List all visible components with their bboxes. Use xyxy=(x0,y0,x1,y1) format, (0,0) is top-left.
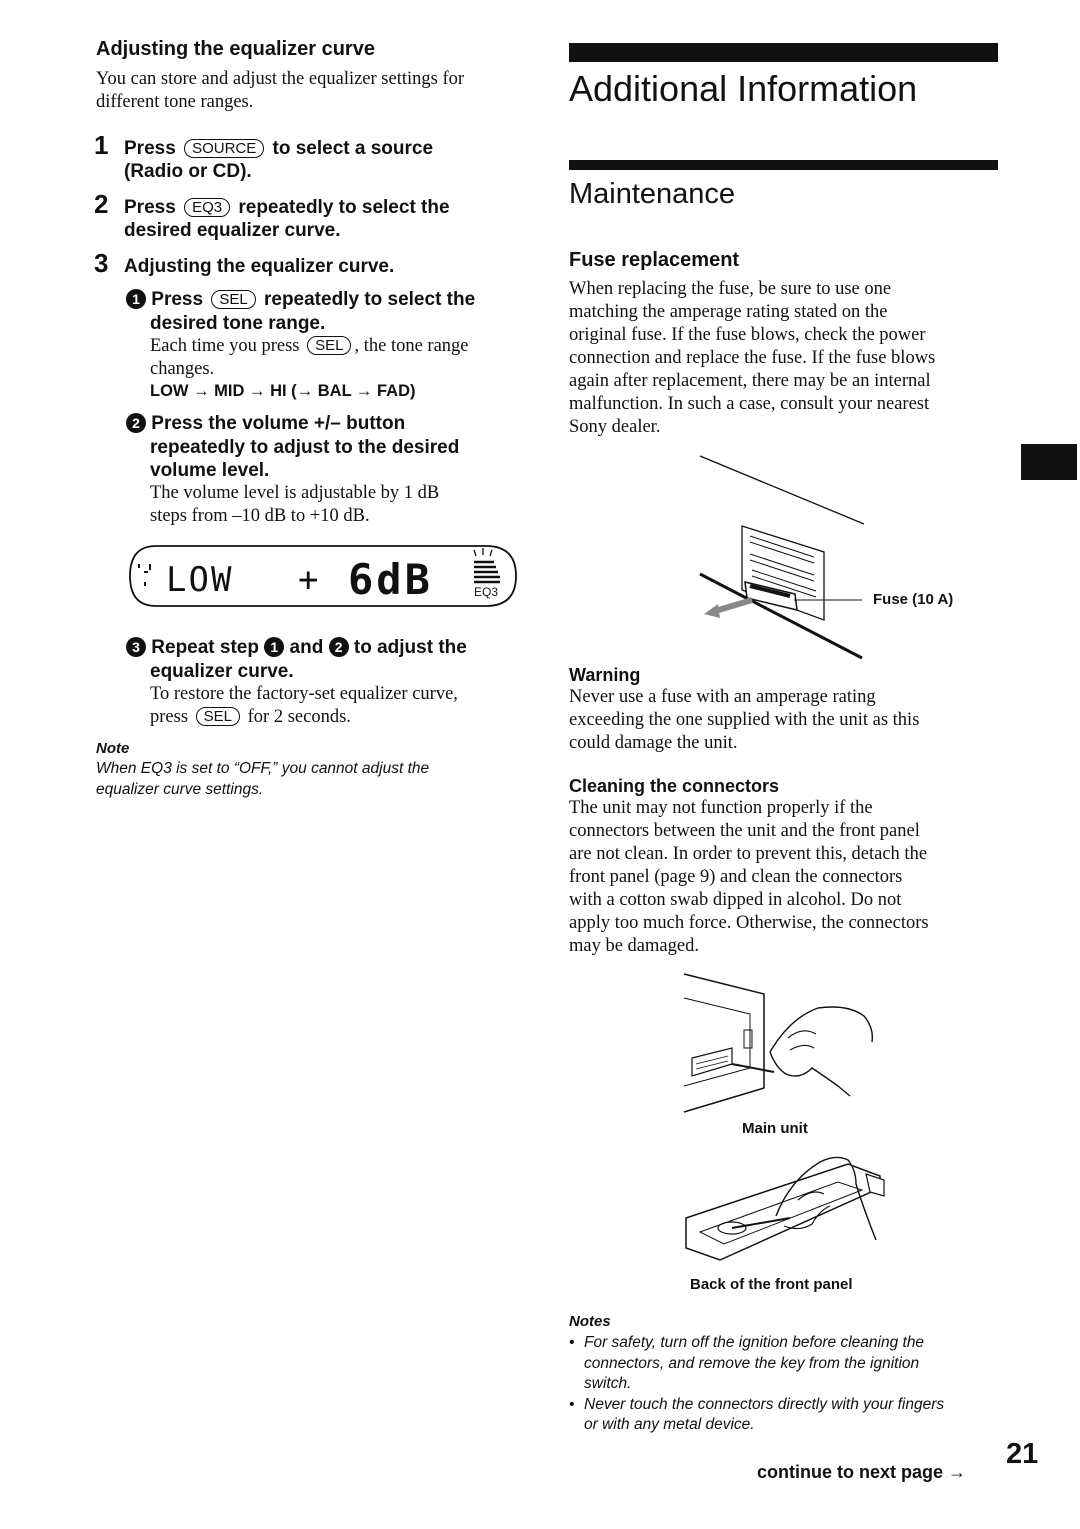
note-line-1: When EQ3 is set to “OFF,” you cannot adjust the xyxy=(96,760,430,777)
substep-2-line3: volume level. xyxy=(150,460,270,481)
step-text: and xyxy=(289,637,324,658)
text-line: or with any metal device. xyxy=(584,1416,755,1433)
front-panel-label: Back of the front panel xyxy=(690,1276,853,1293)
list-item xyxy=(569,1395,1009,1436)
step-number: 2 xyxy=(94,189,109,219)
step-text: Press xyxy=(124,197,176,218)
text-line: connectors, and remove the key from the ignition xyxy=(584,1354,920,1372)
main-unit-label: Main unit xyxy=(742,1120,808,1137)
eq3-indicator: EQ3 xyxy=(474,585,499,599)
circled-number-icon: 1 xyxy=(264,637,284,657)
page-number: 21 xyxy=(1006,1438,1039,1470)
cleaning-paragraph xyxy=(569,797,1009,958)
body-text: , the tone range xyxy=(354,336,469,356)
step-text: Repeat step xyxy=(151,637,259,658)
warning-heading: Warning xyxy=(569,665,641,685)
text-line: exceeding the one supplied with the unit as this xyxy=(569,710,920,730)
text-line: with a cotton swab dipped in alcohol. Do not xyxy=(569,890,902,910)
fuse-label: Fuse (10 A) xyxy=(873,591,954,608)
text-line: apply too much force. Otherwise, the connectors xyxy=(569,913,929,933)
sel-key-icon: SEL xyxy=(196,707,240,726)
step-text: repeatedly to select the xyxy=(263,289,476,310)
notes-list xyxy=(569,1333,1009,1436)
substep-2-body-2: steps from –10 dB to +10 dB. xyxy=(150,506,370,526)
side-tab-marker xyxy=(1021,444,1077,480)
body-text: press xyxy=(150,707,189,727)
warning-paragraph xyxy=(569,686,1009,755)
step-text: to select a source xyxy=(272,138,434,159)
intro-text: You can store and adjust the equalizer settings for different tone ranges. xyxy=(96,69,465,112)
source-key-icon: SOURCE xyxy=(184,139,264,158)
eq-bars-icon xyxy=(474,548,500,582)
text-line: connection and replace the fuse. If the fuse blows xyxy=(569,348,936,368)
title-bar xyxy=(569,43,998,62)
text-line: are not clean. In order to prevent this, detach the xyxy=(569,844,928,864)
substep-2-body-1: The volume level is adjustable by 1 dB xyxy=(150,483,440,503)
lcd-display-illustration xyxy=(126,542,521,610)
page-title: Additional Information xyxy=(569,68,918,109)
fuse-heading: Fuse replacement xyxy=(569,249,740,271)
step-text: repeatedly to select the xyxy=(238,197,450,218)
lcd-value: 6dB xyxy=(348,555,433,604)
text-line: For safety, turn off the ignition before cleaning the xyxy=(584,1334,925,1351)
step-text: Press the volume +/– button xyxy=(151,413,406,434)
lcd-sign: + xyxy=(298,560,319,600)
substep-3-body-2 xyxy=(150,706,351,729)
notes-heading: Notes xyxy=(569,1313,611,1330)
text-line: switch. xyxy=(584,1375,632,1392)
bullet: • xyxy=(569,1395,575,1413)
lcd-left-text: LOW xyxy=(166,560,234,600)
text-line: connectors between the unit and the front panel xyxy=(569,821,920,841)
text-line: may be damaged. xyxy=(569,936,699,956)
substep-2-line2: repeatedly to adjust to the desired xyxy=(150,437,460,458)
text-line: original fuse. If the fuse blows, check the power xyxy=(569,325,926,345)
note-heading: Note xyxy=(96,740,130,757)
sel-key-icon: SEL xyxy=(211,290,255,309)
step-text: Press xyxy=(151,289,204,310)
step-3: Adjusting the equalizer curve. xyxy=(124,256,395,277)
step-text: desired equalizer curve. xyxy=(124,220,341,241)
text-line: Never use a fuse with an amperage rating xyxy=(569,687,876,707)
circled-number-icon: 2 xyxy=(126,413,146,433)
text-line: Never touch the connectors directly with your fingers xyxy=(584,1395,945,1413)
note-text xyxy=(584,1333,924,1395)
note-text xyxy=(584,1395,944,1436)
step-text: to adjust the xyxy=(353,637,467,658)
step-2 xyxy=(124,196,450,242)
fuse-illustration xyxy=(690,450,880,665)
continue-link[interactable]: continue to next page → xyxy=(757,1462,967,1482)
arrow-icon xyxy=(704,604,720,618)
substep-1-body xyxy=(150,335,530,381)
text-line: The unit may not function properly if the xyxy=(569,798,873,818)
step-text: Press xyxy=(124,138,176,159)
text-line: Sony dealer. xyxy=(569,417,661,437)
substep-3 xyxy=(126,636,536,659)
note-line-2: equalizer curve settings. xyxy=(96,781,264,798)
step-number: 3 xyxy=(94,248,109,278)
list-item xyxy=(569,1333,1009,1395)
level-indicator-icon xyxy=(139,564,150,586)
text-line: front panel (page 9) and clean the connectors xyxy=(569,867,903,887)
eq3-key-icon: EQ3 xyxy=(184,198,230,217)
substep-1-line2: desired tone range. xyxy=(150,313,326,334)
tone-range-sequence: LOW → MID → HI (→ BAL → FAD) xyxy=(150,382,416,400)
body-text: Each time you press xyxy=(150,336,300,356)
circled-number-icon: 2 xyxy=(329,637,349,657)
step-number: 1 xyxy=(94,130,109,160)
substep-2 xyxy=(126,412,536,435)
text-line: malfunction. In such a case, consult your nearest xyxy=(569,394,930,414)
bullet: • xyxy=(569,1334,575,1351)
body-text: changes. xyxy=(150,359,215,379)
step-1 xyxy=(124,137,433,183)
text-line: could damage the unit. xyxy=(569,733,738,753)
text-line: matching the amperage rating stated on the xyxy=(569,302,888,322)
connector-icon xyxy=(692,1048,732,1076)
main-unit-illustration xyxy=(678,968,888,1118)
sel-key-icon: SEL xyxy=(307,336,351,355)
text-line: again after replacement, there may be an internal xyxy=(569,371,931,391)
section-bar xyxy=(569,160,998,170)
substep-3-body-1: To restore the factory-set equalizer curve, xyxy=(150,684,458,704)
circled-number-icon: 1 xyxy=(126,289,146,309)
fuse-paragraph xyxy=(569,278,1009,439)
fuse-icon xyxy=(745,582,797,610)
body-text: for 2 seconds. xyxy=(247,707,351,727)
cleaning-heading: Cleaning the connectors xyxy=(569,776,780,796)
step-text: (Radio or CD). xyxy=(124,161,252,182)
substep-3-line2: equalizer curve. xyxy=(150,661,294,682)
substep-1 xyxy=(126,288,536,311)
circled-number-icon: 3 xyxy=(126,637,146,657)
front-panel-illustration xyxy=(680,1140,895,1270)
section-heading: Adjusting the equalizer curve xyxy=(96,38,375,60)
hand-icon xyxy=(770,1007,872,1052)
section-title: Maintenance xyxy=(569,178,736,210)
text-line: When replacing the fuse, be sure to use one xyxy=(569,279,892,299)
